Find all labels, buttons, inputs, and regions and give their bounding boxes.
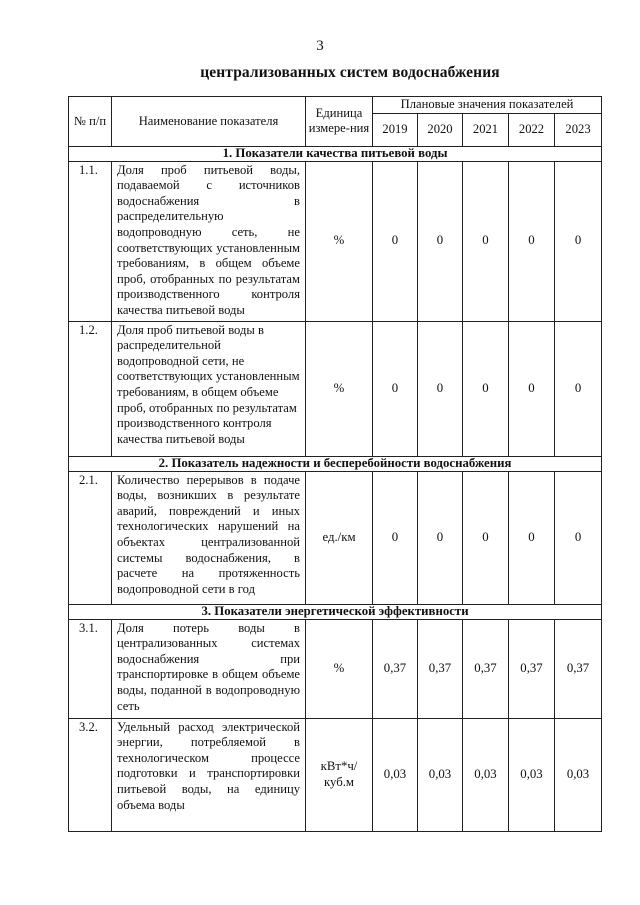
page-number: 3: [316, 38, 324, 54]
row-value: 0: [373, 471, 418, 604]
row-unit: кВт*ч/куб.м: [306, 718, 373, 831]
row-value: 0,37: [555, 619, 602, 718]
row-unit: %: [306, 161, 373, 321]
row-num: 3.2.: [69, 718, 112, 831]
header-year: 2023: [555, 113, 602, 146]
row-num: 1.1.: [69, 161, 112, 321]
row-name: Доля потерь воды в централизованных системах водоснабжения при транспортировке в общем объеме воды, поданной в водопроводную сеть: [112, 619, 306, 718]
document-title: централизованных систем водоснабжения: [200, 64, 500, 81]
row-value: 0: [555, 471, 602, 604]
section-title: 1. Показатели качества питьевой воды: [69, 146, 602, 161]
row-value: 0,37: [463, 619, 509, 718]
indicators-table: [68, 96, 602, 832]
header-year: 2020: [418, 113, 463, 146]
row-name: Доля проб питьевой воды, подаваемой с источников водоснабжения в распределительную водопроводную сеть, не соответствующих установленным требованиям, в общем объеме проб, отобранных по результатам производственного контроля качества питьевой воды: [112, 161, 306, 321]
row-value: 0,37: [509, 619, 555, 718]
section-title: 2. Показатель надежности и бесперебойности водоснабжения: [69, 456, 602, 471]
row-unit: %: [306, 321, 373, 456]
header-num: № п/п: [69, 97, 112, 147]
row-value: 0: [463, 471, 509, 604]
row-num: 2.1.: [69, 471, 112, 604]
row-value: 0,37: [373, 619, 418, 718]
header-unit: Единица измере-ния: [306, 97, 373, 147]
header-name: Наименование показателя: [112, 97, 306, 147]
row-value: 0: [418, 161, 463, 321]
row-value: 0: [555, 321, 602, 456]
row-value: 0: [418, 321, 463, 456]
header-plan: Плановые значения показателей: [373, 97, 602, 114]
row-value: 0,03: [418, 718, 463, 831]
header-year: 2022: [509, 113, 555, 146]
row-value: 0: [373, 321, 418, 456]
row-value: 0: [509, 471, 555, 604]
row-name: Количество перерывов в подаче воды, возникших в результате аварий, повреждений и иных технологических нарушений на объектах централизованной системы водоснабжения, в расчете на протяженность водопроводной сети в год: [112, 471, 306, 604]
row-value: 0: [509, 161, 555, 321]
row-unit: %: [306, 619, 373, 718]
row-value: 0: [373, 161, 418, 321]
row-name: Доля проб питьевой воды в распределительной водопроводной сети, не соответствующих установленным требованиям, в общем объеме проб, отобранных по результатам производственного контроля качества питьевой воды: [112, 321, 306, 456]
row-value: 0: [418, 471, 463, 604]
header-year: 2021: [463, 113, 509, 146]
section-title: 3. Показатели энергетической эффективности: [69, 604, 602, 619]
row-num: 1.2.: [69, 321, 112, 456]
row-value: 0,03: [555, 718, 602, 831]
row-value: 0,37: [418, 619, 463, 718]
row-unit: ед./км: [306, 471, 373, 604]
row-value: 0,03: [509, 718, 555, 831]
row-value: 0,03: [373, 718, 418, 831]
row-value: 0: [463, 161, 509, 321]
row-value: 0: [509, 321, 555, 456]
row-name: Удельный расход электрической энергии, потребляемой в технологическом процессе подготовки и транспортировки питьевой воды, на единицу объема воды: [112, 718, 306, 831]
row-value: 0: [463, 321, 509, 456]
header-year: 2019: [373, 113, 418, 146]
row-value: 0: [555, 161, 602, 321]
row-value: 0,03: [463, 718, 509, 831]
row-num: 3.1.: [69, 619, 112, 718]
